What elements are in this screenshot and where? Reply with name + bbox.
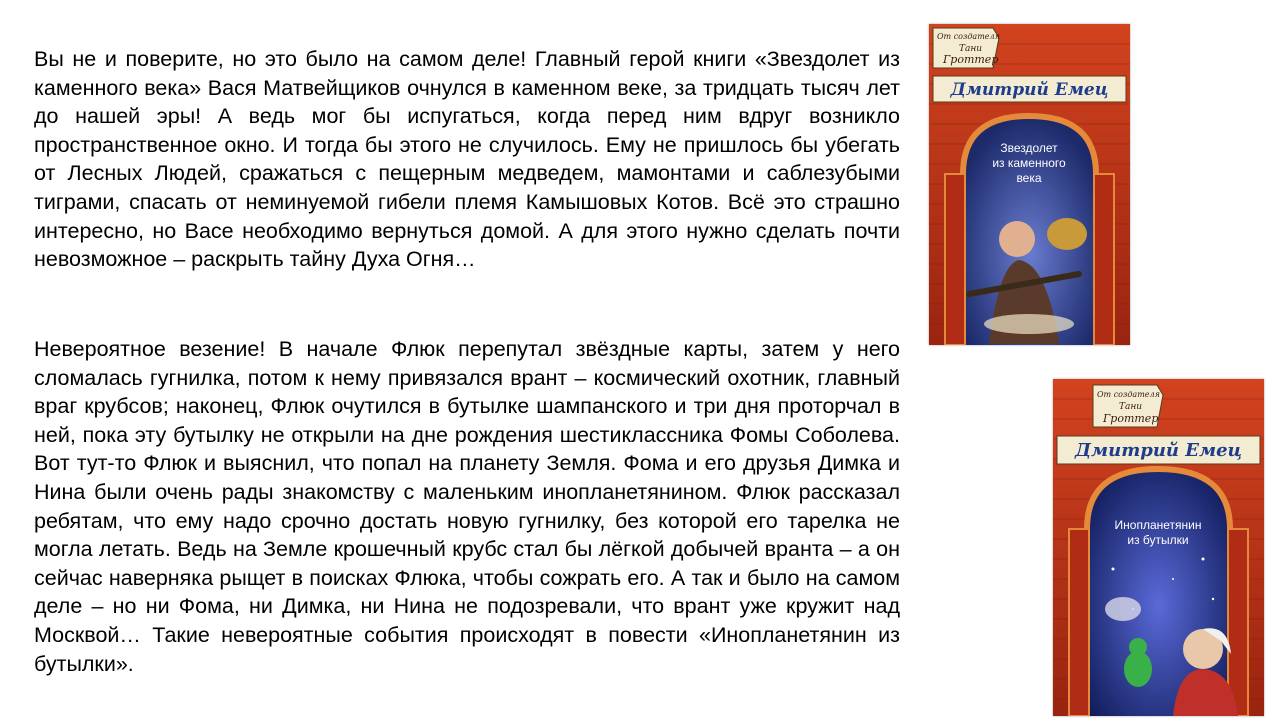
- cover-author: Дмитрий Емец: [1074, 440, 1243, 461]
- badge-text: Тани: [1119, 402, 1143, 412]
- cover-author: Дмитрий Емец: [950, 80, 1109, 100]
- description-paragraph-alien: Невероятное везение! В начале Флюк перепутал звёздные карты, затем у него сломалась гугнилка, потом к нему привязался врант – космический охотник, главный враг крубсов; наконец, Флюк очутился в бутылке шампанского и три дня проторчал в ней, пока эту бутылку не открыли на дне рождения шестиклассника Фомы Соболева. Вот тут-то Флюк и выяснил, что попал на планету Земля. Фома и его друзья Димка и Нина были очень рады знакомству с маленьким инопланетянином. Флюк рассказал ребятам, что ему надо срочно достать новую гугнилку, без которой его тарелка не могла летать. Ведь на Земле крошечный крубс стал бы лёгкой добычей вранта – а он сейчас наверняка рыщет в поисках Флюка, чтобы сожрать его. А так и было на самом деле – но ни Фома, ни Димка, ни Нина не подозревали, что врант уже кружит над Москвой… Такие невероятные события происходят в повести «Инопланетянин из бутылки».: [34, 337, 900, 676]
- description-paragraph-starship: Вы не и поверите, но это было на самом деле! Главный герой книги «Звездолет из каменного века» Вася Матвейщиков очнулся в каменном веке, за тридцать тысяч лет до нашей эры! А ведь мог бы испугаться, когда перед ним вдруг возникло пространственное окно. И тогда бы этого не случилось. Ему не пришлось бы убегать от Лесных Людей, сражаться с пещерным медведем, мамонтами и саблезубыми тиграми, спасать от неминуемой гибели племя Камышовых Котов. Всё это страшно интересно, но Васе необходимо вернуться домой. А для этого нужно сделать почти невозможное – раскрыть тайну Духа Огня…: [34, 47, 900, 272]
- cover-title: из каменного: [992, 156, 1066, 170]
- book-cover-alien: [1053, 379, 1264, 716]
- badge-text: Гроттер: [1103, 412, 1159, 425]
- badge-text: От создателя: [937, 32, 1000, 41]
- cover-title: века: [1016, 171, 1042, 185]
- badge-text: Тани: [959, 44, 983, 54]
- publisher-badge: [1093, 385, 1163, 427]
- book-cover-starship: [929, 24, 1130, 345]
- badge-text: Гроттер: [943, 53, 999, 66]
- badge-text: От создателя: [1097, 390, 1160, 399]
- publisher-badge: [933, 28, 1000, 68]
- cover-title: Звездолет: [1000, 141, 1058, 155]
- cover-title: из бутылки: [1127, 533, 1189, 547]
- cover-title: Инопланетянин: [1114, 518, 1202, 532]
